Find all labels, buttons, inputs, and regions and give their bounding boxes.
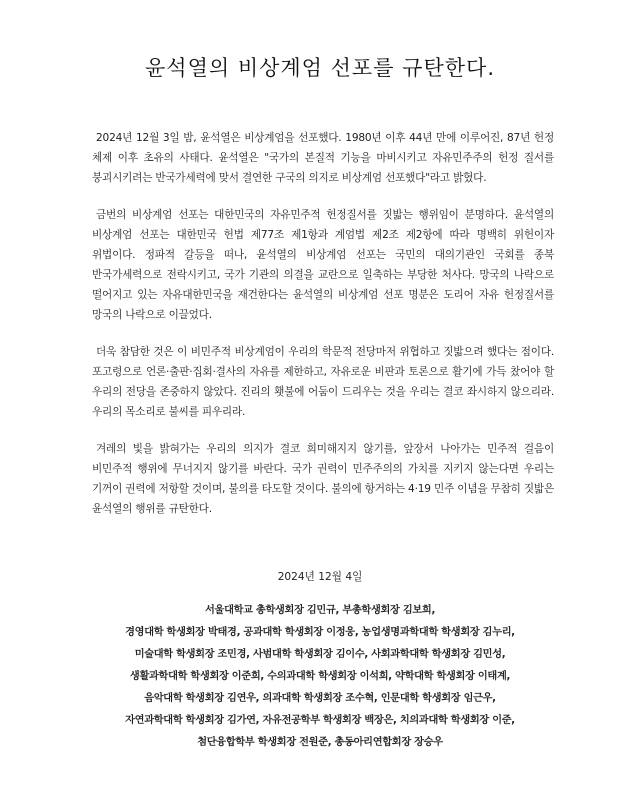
- document-title: 윤석열의 비상계엄 선포를 규탄한다.: [145, 56, 495, 80]
- signatory-line: 음악대학 학생회장 김연우, 의과대학 학생회장 조수혁, 인문대학 학생회장 임근우,: [144, 693, 496, 704]
- statement-body: [92, 128, 554, 536]
- signatory-line: 생활과학대학 학생회장 이준희, 수의과대학 학생회장 이석희, 약학대학 학생회장 이태계,: [129, 671, 511, 682]
- signatories-list: [80, 600, 560, 754]
- signatory-line: 첨단융합학부 학생회장 전원준, 총동아리연합회장 장승우: [197, 737, 443, 748]
- paragraph-4: 겨레의 빛을 밝혀가는 우리의 의지가 결코 희미해지지 않기를, 앞장서 나아가는 민주적 걸음이 비민주적 행위에 무너지지 않기를 바란다. 국가 권력이 민주주의의 가치를 지키지 않는다면 우리는 기꺼이 권력에 저항할 것이며, 불의를 타도할 것이다. 불의에 항거하는 4·19 민주 이념을 무참히 짓밟은 윤석열의 행위를 규탄한다.: [92, 443, 554, 515]
- signatory-line: 서울대학교 총학생회장 김민규, 부총학생회장 김보희,: [204, 605, 436, 616]
- signatory-line: 미술대학 학생회장 조민경, 사범대학 학생회장 김이수, 사회과학대학 학생회장 김민성,: [134, 649, 506, 660]
- signatory-line: 자연과학대학 학생회장 김가연, 자유전공학부 학생회장 백장은, 치의과대학 학생회장 이준,: [125, 715, 515, 726]
- statement-date: 2024년 12월 4일: [277, 571, 363, 583]
- paragraph-2: 금번의 비상계엄 선포는 대한민국의 자유민주적 헌정질서를 짓밟는 행위임이 분명하다. 윤석열의 비상계엄 선포는 대한민국 헌법 제77조 제1항과 계엄법 제2조 제2항에 따라 명백히 위헌이자 위법이다. 정파적 갈등을 떠나, 윤석열의 비상계엄 선포는 국민의 대의기관인 국회를 종북 반국가세력으로 전락시키고, 국가 기관의 의결을 교란으로 일축하는 부당한 처사다. 망국의 나락으로 떨어지고 있는 자유대한민국을 재건한다는 윤석열의 비상계엄 선포 명분은 도리어 자유 헌정질서를 망국의 나락으로 이끌었다.: [92, 209, 554, 321]
- paragraph-3: 더욱 참담한 것은 이 비민주적 비상계엄이 우리의 학문적 전당마저 위협하고 짓밟으려 했다는 점이다. 포고령으로 언론·출판·집회·결사의 자유를 제한하고, 자유로운 비판과 토론으로 활기에 가득 찼어야 할 우리의 전당을 존중하지 않았다. 진리의 횃불에 어둠이 드리우는 것을 우리는 결코 좌시하지 않으리라. 우리의 목소리로 불씨를 피우리라.: [92, 346, 554, 418]
- paragraph-1: 2024년 12월 3일 밤, 윤석열은 비상계엄을 선포했다. 1980년 이후 44년 만에 이루어진, 87년 헌정 체제 이후 초유의 사태다. 윤석열은 "국가의 본질적 기능을 마비시키고 자유민주주의 헌정 질서를 붕괴시키려는 반국가세력에 맞서 결연한 구국의 의지로 비상계엄 선포했다"라고 밝혔다.: [92, 132, 554, 184]
- signatory-line: 경영대학 학생회장 박태경, 공과대학 학생회장 이정웅, 농업생명과학대학 학생회장 김누리,: [125, 627, 515, 638]
